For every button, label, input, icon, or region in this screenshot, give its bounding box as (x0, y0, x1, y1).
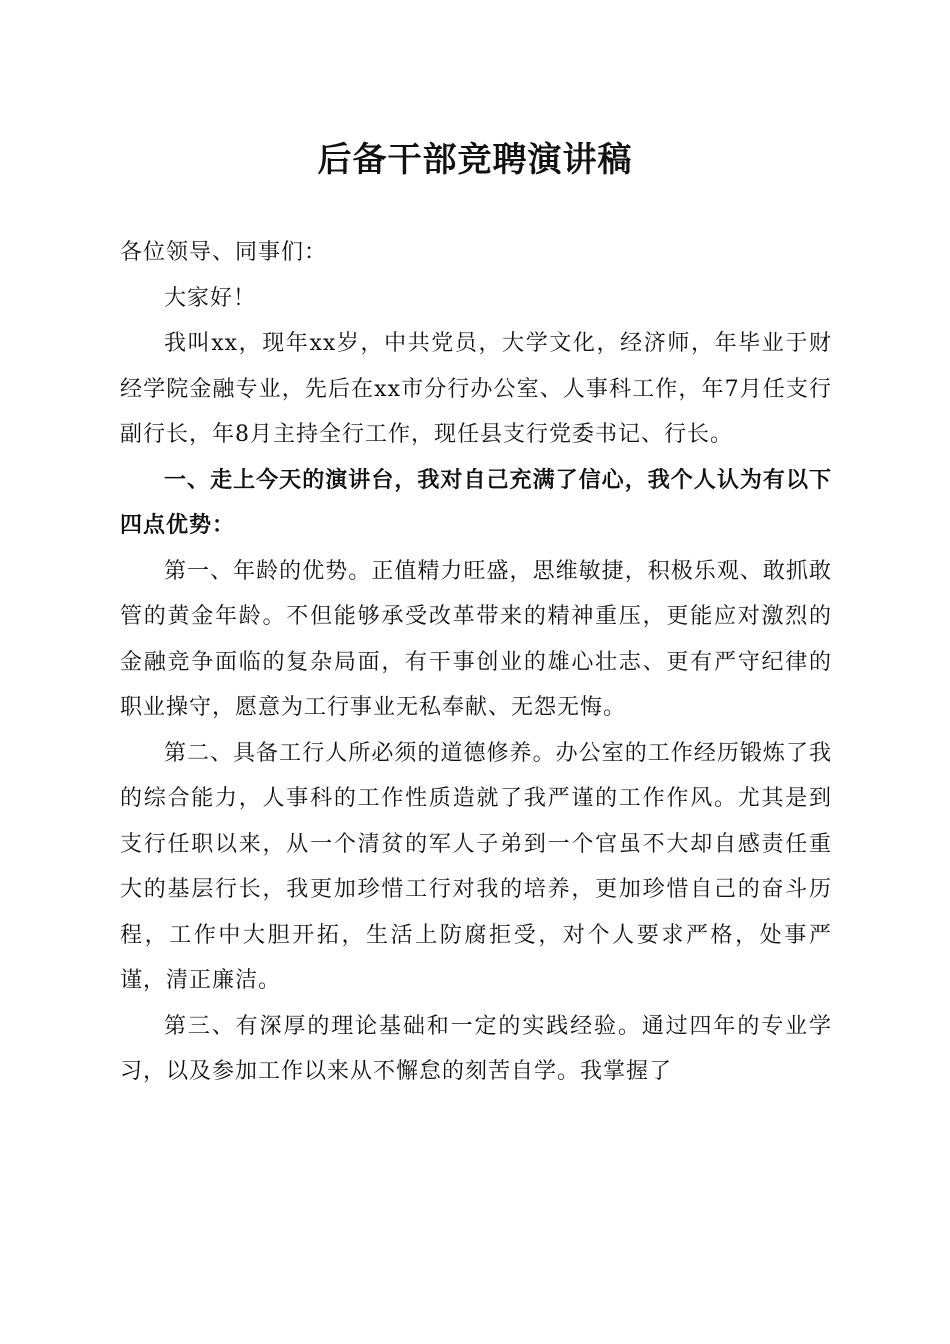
paragraph-second-advantage: 第二、具备工行人所必须的道德修养。办公室的工作经历锻炼了我的综合能力，人事科的工作性质造就了我严谨的工作作风。尤其是到支行任职以来，从一个清贫的军人子弟到一个官虽不大却自感责任重大的基层行长，我更加珍惜工行对我的培养，更加珍惜自己的奋斗历程，工作中大胆开拓，生活上防腐拒受，对个人要求严格，处事严谨，清正廉洁。 (120, 740, 832, 993)
salutation: 各位领导、同事们： (120, 240, 328, 265)
paragraph-intro: 我叫xx，现年xx岁，中共党员，大学文化，经济师，年毕业于财经学院金融专业，先后在xx市分行办公室、人事科工作，年7月任支行副行长，年8月主持全行工作，现任县支行党委书记、行长。 (120, 331, 832, 447)
section-heading-1: 一、走上今天的演讲台，我对自己充满了信心，我个人认为有以下四点优势： (120, 467, 832, 538)
paragraph-third-advantage: 第三、有深厚的理论基础和一定的实践经验。通过四年的专业学习，以及参加工作以来从不懈怠的刻苦自学。我掌握了 (120, 1013, 832, 1084)
greeting: 大家好！ (164, 285, 257, 311)
document-title: 后备干部竞聘演讲稿 (317, 140, 633, 180)
document-body (120, 230, 832, 1095)
paragraph-first-advantage: 第一、年龄的优势。正值精力旺盛，思维敏捷，积极乐观、敢抓敢管的黄金年龄。不但能够承受改革带来的精神重压，更能应对激烈的金融竞争面临的复杂局面，有干事创业的雄心壮志、更有严守纪律的职业操守，愿意为工行事业无私奉献、无怨无悔。 (120, 558, 832, 720)
